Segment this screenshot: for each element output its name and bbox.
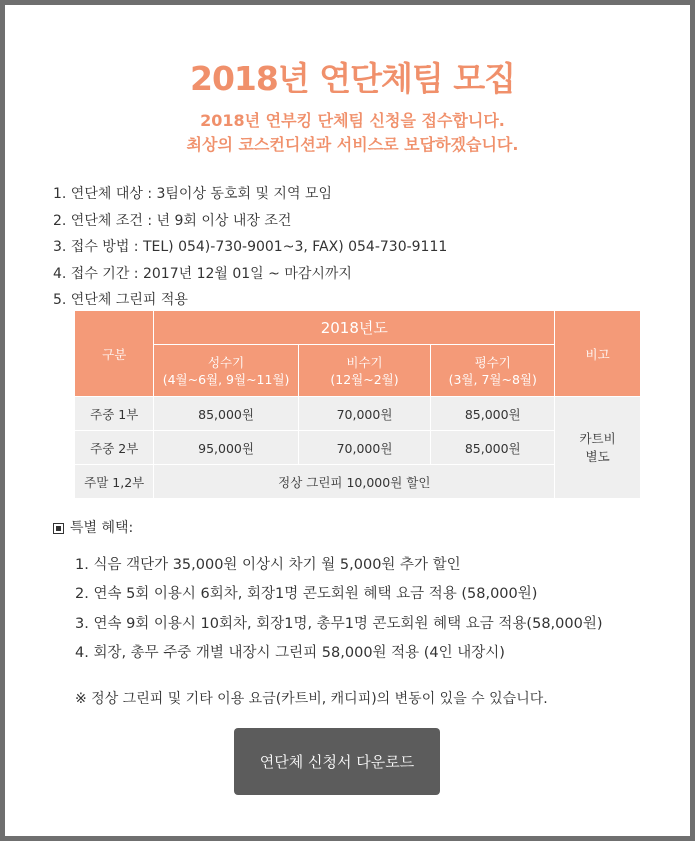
table-header-category: 구분 xyxy=(75,311,154,397)
weekend-discount-cell: 정상 그린피 10,000원 할인 xyxy=(154,465,555,499)
page-title: 2018년 연단체팀 모집 xyxy=(190,59,515,98)
price-cell: 85,000원 xyxy=(431,431,555,465)
season-name: 평수기 xyxy=(474,354,511,370)
table-header-year: 2018년도 xyxy=(154,311,555,345)
download-application-button[interactable] xyxy=(234,728,440,795)
condition-item: 2. 연단체 조건 : 년 9회 이상 내장 조건 xyxy=(53,212,292,229)
benefit-heading xyxy=(53,517,133,537)
benefit-title: 특별 혜택: xyxy=(70,520,134,536)
square-bullet-icon xyxy=(53,523,64,534)
price-cell: 70,000원 xyxy=(298,431,431,465)
subtitle-line: 최상의 코스컨디션과 서비스로 보답하겠습니다. xyxy=(186,135,519,154)
season-period: (12월~2월) xyxy=(330,371,399,387)
price-cell: 95,000원 xyxy=(154,431,298,465)
price-cell: 85,000원 xyxy=(154,397,298,431)
conditions-list xyxy=(53,181,447,314)
condition-item: 3. 접수 방법 : TEL) 054)-730-9001~3, FAX) 054-730-9111 xyxy=(53,239,448,255)
benefit-item: 4. 회장, 총무 주중 개별 내장시 그린피 58,000원 적용 (4인 내장시) xyxy=(75,644,505,661)
benefit-item: 2. 연속 5회 이용시 6회차, 회장1명 콘도회원 혜택 요금 적용 (58,000원) xyxy=(75,586,538,603)
condition-item: 1. 연단체 대상 : 3팀이상 동호회 및 지역 모임 xyxy=(53,186,332,202)
table-header-season xyxy=(298,345,431,397)
season-period: (3월, 7월~8월) xyxy=(448,371,537,387)
row-label: 주중 2부 xyxy=(75,431,154,465)
benefit-item: 3. 연속 9회 이용시 10회차, 회장1명, 총무1명 콘도회원 혜택 요금 적용(58,000원) xyxy=(75,615,603,632)
row-label: 주중 1부 xyxy=(75,397,154,431)
season-period: (4월~6월, 9월~11월) xyxy=(162,371,290,387)
subtitle-line: 2018년 연부킹 단체팀 신청을 접수합니다. xyxy=(200,111,505,130)
condition-item: 4. 접수 기간 : 2017년 12월 01일 ~ 마감시까지 xyxy=(53,265,352,282)
row-label: 주말 1,2부 xyxy=(75,465,154,499)
condition-item: 5. 연단체 그린피 적용 xyxy=(53,292,188,308)
benefits-list xyxy=(75,551,603,668)
table-header-season xyxy=(431,345,555,397)
benefit-item: 1. 식음 객단가 35,000원 이상시 차기 월 5,000원 추가 할인 xyxy=(75,557,461,573)
note-cell xyxy=(555,397,641,499)
price-cell: 85,000원 xyxy=(431,397,555,431)
notice-text: ※ 정상 그린피 및 기타 이용 요금(카트비, 캐디피)의 변동이 있을 수 있습니다. xyxy=(75,691,548,707)
season-name: 비수기 xyxy=(346,354,383,370)
season-name: 성수기 xyxy=(207,354,245,370)
table-header-season xyxy=(154,345,298,397)
note-text: 카트비 별도 xyxy=(579,430,616,464)
download-button-label: 연단체 신청서 다운로드 xyxy=(259,753,415,771)
table-row xyxy=(75,397,641,431)
table-header-note: 비고 xyxy=(555,311,641,397)
price-cell: 70,000원 xyxy=(298,397,431,431)
subtitle xyxy=(5,109,695,157)
greenfee-table xyxy=(74,310,641,499)
